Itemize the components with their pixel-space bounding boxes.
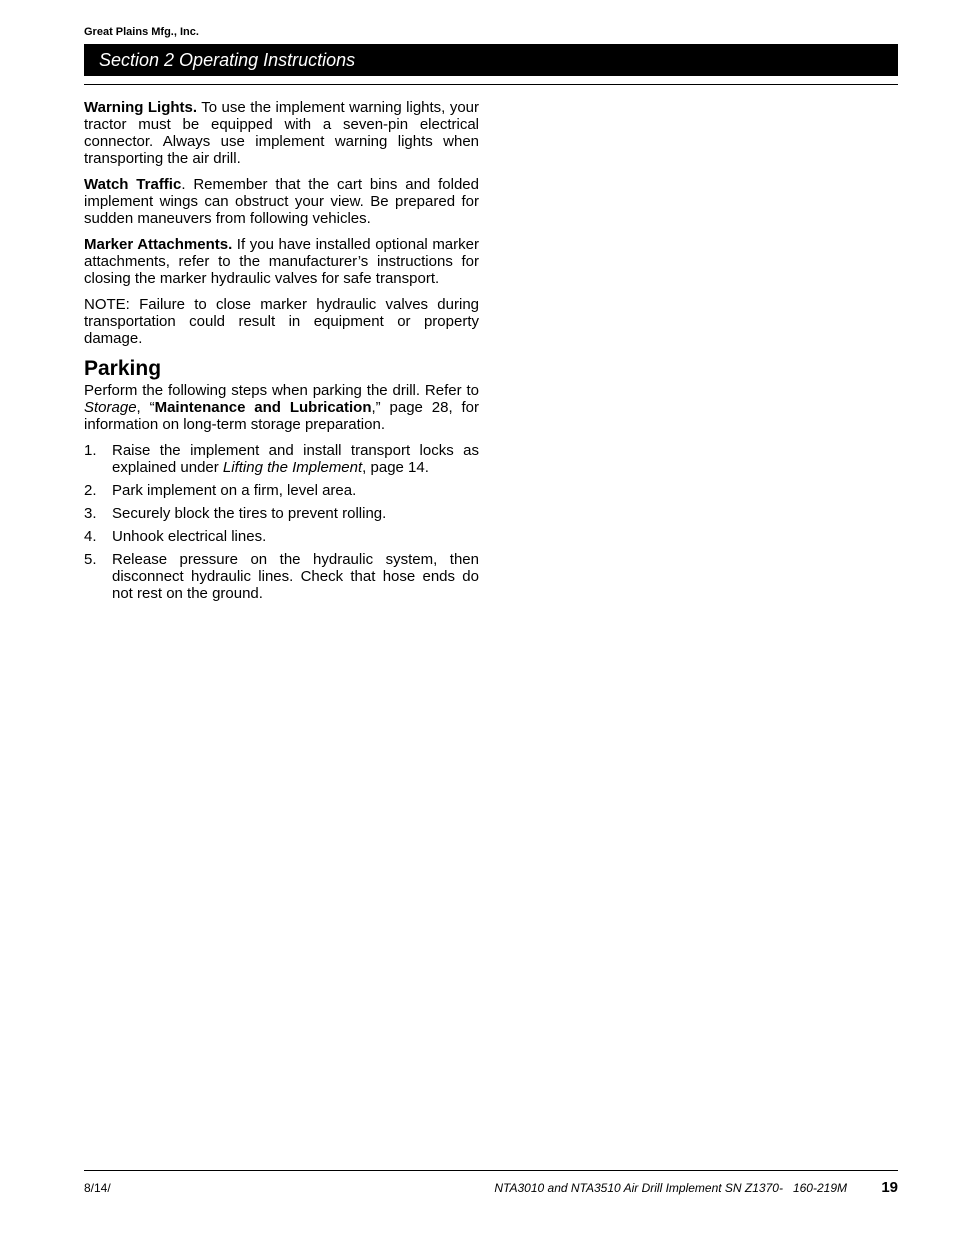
- marker-attachments-paragraph: [84, 236, 479, 287]
- step-number: 1.: [84, 442, 97, 459]
- header-divider: [84, 84, 898, 85]
- parking-heading: Parking: [84, 357, 162, 380]
- step-text: Unhook electrical lines.: [112, 528, 267, 545]
- footer-divider: [84, 1170, 898, 1171]
- list-item: [84, 551, 479, 602]
- maintenance-reference: Maintenance and Lubrication: [154, 399, 372, 416]
- step-number: 2.: [84, 482, 97, 499]
- list-item: [84, 528, 479, 545]
- marker-attachments-text: If you have installed optional marker attachments, refer to the manufacturer’s instructions for closing the marker hydraulic valves for safe transport.: [84, 236, 479, 287]
- parking-intro: [84, 382, 479, 433]
- parking-intro-text-3: ,” page 28, for information on long-term storage preparation.: [84, 399, 479, 433]
- parking-intro-text-1: Perform the following steps when parking the drill. Refer to: [84, 382, 479, 399]
- watch-traffic-title: Watch Traffic: [84, 176, 182, 193]
- list-item: [84, 505, 479, 522]
- marker-attachments-title: Marker Attachments.: [84, 236, 233, 253]
- list-item: [84, 482, 479, 499]
- company-name: Great Plains Mfg., Inc.: [84, 26, 199, 38]
- parking-steps-list: [84, 442, 479, 602]
- section-title-bar: [84, 44, 898, 76]
- page-number: 19: [881, 1179, 898, 1196]
- parking-intro-text-2: , “: [136, 399, 155, 416]
- step-number: 5.: [84, 551, 97, 568]
- storage-reference: Storage: [84, 399, 137, 416]
- section-title: Section 2 Operating Instructions: [99, 50, 356, 70]
- watch-traffic-text: . Remember that the cart bins and folded implement wings can obstruct your view. Be prepared for sudden maneuvers from following vehicles.: [84, 176, 479, 227]
- step-number: 4.: [84, 528, 97, 545]
- note-paragraph: NOTE: Failure to close marker hydraulic valves during transportation could result in equipment or property damage.: [84, 296, 479, 347]
- step-number: 3.: [84, 505, 97, 522]
- main-column: [84, 99, 479, 608]
- warning-lights-title: Warning Lights.: [84, 99, 198, 116]
- step-text: Securely block the tires to prevent rolling.: [112, 505, 387, 522]
- list-item: [84, 442, 479, 476]
- warning-lights-text: To use the implement warning lights, your tractor must be equipped with a seven-pin electrical connector. Always use implement warning lights when transporting the air drill.: [84, 99, 479, 167]
- lifting-reference: Lifting the Implement: [222, 459, 363, 476]
- step-text: Park implement on a firm, level area.: [112, 482, 357, 499]
- footer-document-title: NTA3010 and NTA3510 Air Drill Implement SN Z1370- 160-219M: [494, 1181, 847, 1195]
- footer-date: 8/14/: [84, 1181, 111, 1195]
- watch-traffic-paragraph: [84, 176, 479, 227]
- step-text: , page 14.: [362, 459, 429, 476]
- step-text: Release pressure on the hydraulic system, then disconnect hydraulic lines. Check that hose ends do not rest on the ground.: [112, 551, 479, 602]
- step-text: Raise the implement and install transport locks as explained under: [112, 442, 479, 476]
- warning-lights-paragraph: [84, 99, 479, 167]
